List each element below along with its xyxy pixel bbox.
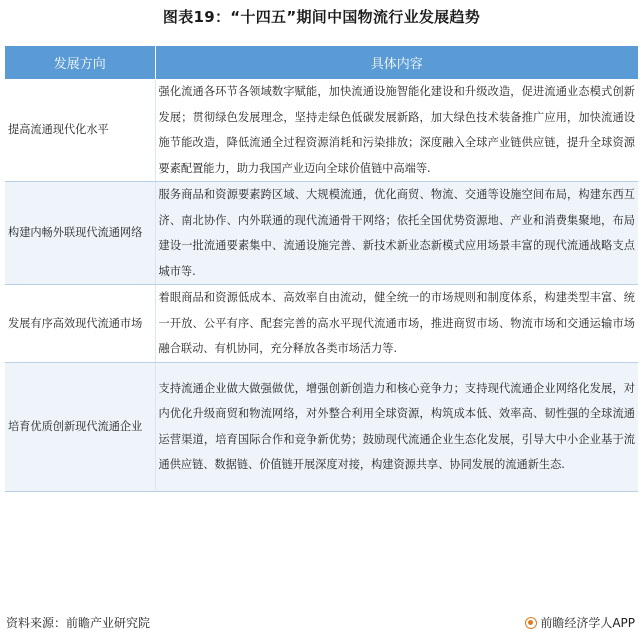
brand-name: 前瞻经济学人APP bbox=[540, 616, 635, 630]
source-note: 资料来源：前瞻产业研究院 bbox=[6, 616, 151, 630]
brand-logo-icon bbox=[525, 617, 537, 629]
trend-table bbox=[5, 46, 638, 492]
row-direction: 发展有序高效现代流通市场 bbox=[5, 285, 155, 363]
row-content: 着眼商品和资源低成本、高效率自由流动，健全统一的市场规则和制度体系，构建类型丰富、统一开放、公平有序、配套完善的高水平现代流通市场，推进商贸市场、物流市场和交通运输市场融合联动、有机协同，充分释放各类市场活力等. bbox=[155, 285, 638, 363]
table-row bbox=[5, 79, 638, 182]
header-direction: 发展方向 bbox=[5, 46, 155, 79]
table-header-row bbox=[5, 46, 638, 79]
brand-credit bbox=[525, 614, 635, 631]
table-row bbox=[5, 182, 638, 285]
row-content: 强化流通各环节各领域数字赋能，加快流通设施智能化建设和升级改造，促进流通业态模式创新发展；贯彻绿色发展理念，坚持走绿色低碳发展新路，加大绿色技术装备推广应用，加快流通设施节能改造，降低流通全过程资源消耗和污染排放；深度融入全球产业链供应链，提升全球资源要素配置能力，助力我国产业迈向全球价值链中高端等. bbox=[155, 79, 638, 182]
row-content: 支持流通企业做大做强做优，增强创新创造力和核心竞争力；支持现代流通企业网络化发展，对内优化升级商贸和物流网络，对外整合利用全球资源，构筑成本低、效率高、韧性强的全球流通运营渠道，培育国际合作和竞争新优势；鼓励现代流通企业生态化发展，引导大中小企业基于流通供应链、数据链、价值链开展深度对接，构建资源共享、协同发展的流通新生态. bbox=[155, 362, 638, 491]
table-row bbox=[5, 285, 638, 363]
row-direction: 提高流通现代化水平 bbox=[5, 79, 155, 182]
row-direction: 构建内畅外联现代流通网络 bbox=[5, 182, 155, 285]
table-row bbox=[5, 362, 638, 491]
row-direction: 培育优质创新现代流通企业 bbox=[5, 362, 155, 491]
header-content: 具体内容 bbox=[155, 46, 638, 79]
chart-title: 图表19：“十四五”期间中国物流行业发展趋势 bbox=[162, 8, 481, 26]
row-content: 服务商品和资源要素跨区域、大规模流通，优化商贸、物流、交通等设施空间布局，构建东西互济、南北协作、内外联通的现代流通骨干网络；依托全国优势资源地、产业和消费集聚地，布局建设一批流通要素集中、流通设施完善、新技术新业态新模式应用场景丰富的现代流通战略支点城市等. bbox=[155, 182, 638, 285]
